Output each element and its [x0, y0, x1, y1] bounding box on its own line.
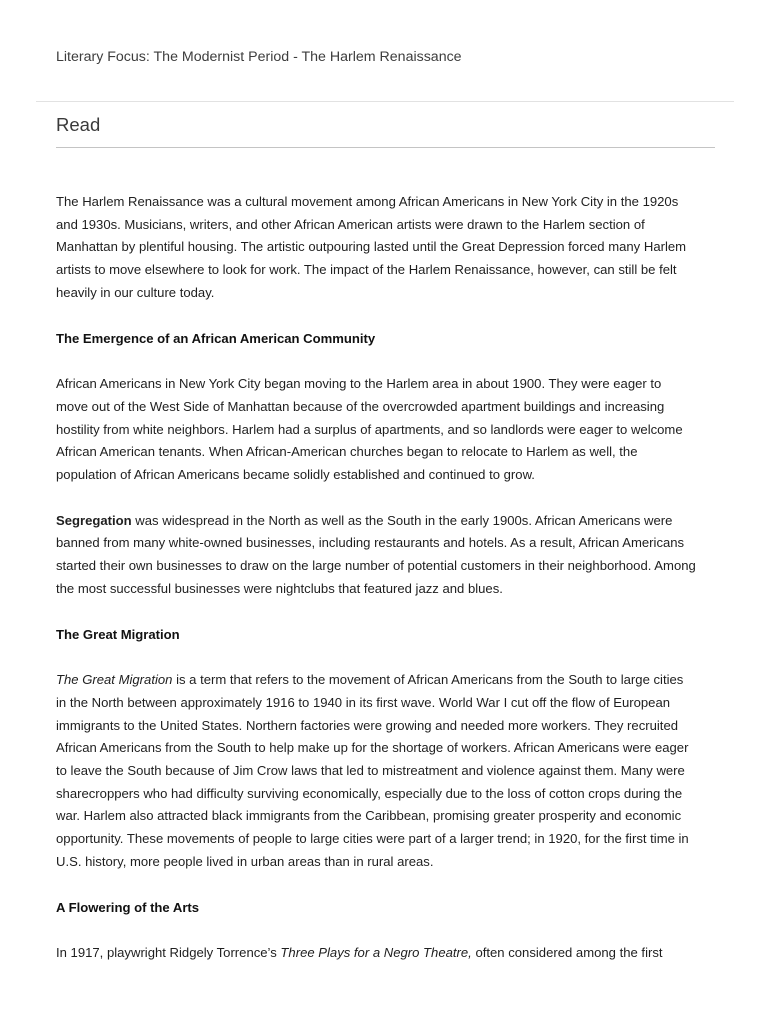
- migration-text: is a term that refers to the movement of African Americans from the South to large cities in the North between approximately 1916 to 1940 in its first wave. World War I cut off the flow of European immigrants to the United States. Northern factories were growing and needed more workers. They recruited African Americans from the South to help make up for the shortage of workers. African Americans were eager to leave the South because of Jim Crow laws that led to mistreatment and violence against them. Many were sharecroppers who had difficulty surviving economically, especially due to the loss of cotton crops during the war. Harlem also attracted black immigrants from the Caribbean, promising greater prosperity and economic opportunity. These movements of people to large cities were part of a larger trend; in 1920, for the first time in U.S. history, more people lived in urban areas than in rural areas.: [56, 672, 689, 869]
- section-title: Read: [56, 114, 101, 135]
- arts-lead: In 1917, playwright Ridgely Torrence’s: [56, 945, 281, 961]
- arts-text: often considered among the first: [471, 945, 663, 961]
- heading-migration: The Great Migration: [56, 626, 180, 642]
- segregation-paragraph: [56, 510, 696, 601]
- intro-paragraph: The Harlem Renaissance was a cultural movement among African Americans in New York City in the 1920s and 1930s. Musicians, writers, and other African American artists were drawn to the Harlem section of Manhattan by plentiful housing. The artistic outpouring lasted until the Great Depression forced many Harlem artists to move elsewhere to look for work. The impact of the Harlem Renaissance, however, can still be felt heavily in our culture today.: [56, 194, 687, 300]
- community-paragraph: African Americans in New York City began moving to the Harlem area in about 1900. They were eager to move out of the West Side of Manhattan because of the overcrowded apartment buildings and increasing hostility from white neighbors. Harlem had a surplus of apartments, and so landlords were eager to welcome African American tenants. When African-American churches began to relocate to Harlem as well, the population of African Americans became solidly established and continued to grow.: [56, 376, 683, 483]
- migration-paragraph: [56, 669, 696, 873]
- segregation-text: was widespread in the North as well as the South in the early 1900s. African Americans were banned from many white-owned businesses, including restaurants and hotels. As a result, African Americans started their own businesses to draw on the large number of potential customers in their neighborhood. Among the most successful businesses were nightclubs that featured jazz and blues.: [56, 512, 696, 596]
- arts-work-title: Three Plays for a Negro Theatre,: [280, 945, 472, 961]
- breadcrumb[interactable]: Literary Focus: The Modernist Period - The Harlem Renaissance: [56, 49, 462, 65]
- segregation-term[interactable]: Segregation: [56, 512, 132, 528]
- migration-term: The Great Migration: [56, 672, 173, 688]
- article-body: [56, 191, 696, 988]
- section-divider: [56, 147, 715, 148]
- heading-community: The Emergence of an African American Community: [56, 330, 376, 346]
- header-divider: [36, 101, 734, 102]
- arts-paragraph: [56, 942, 696, 965]
- heading-arts: A Flowering of the Arts: [56, 899, 200, 915]
